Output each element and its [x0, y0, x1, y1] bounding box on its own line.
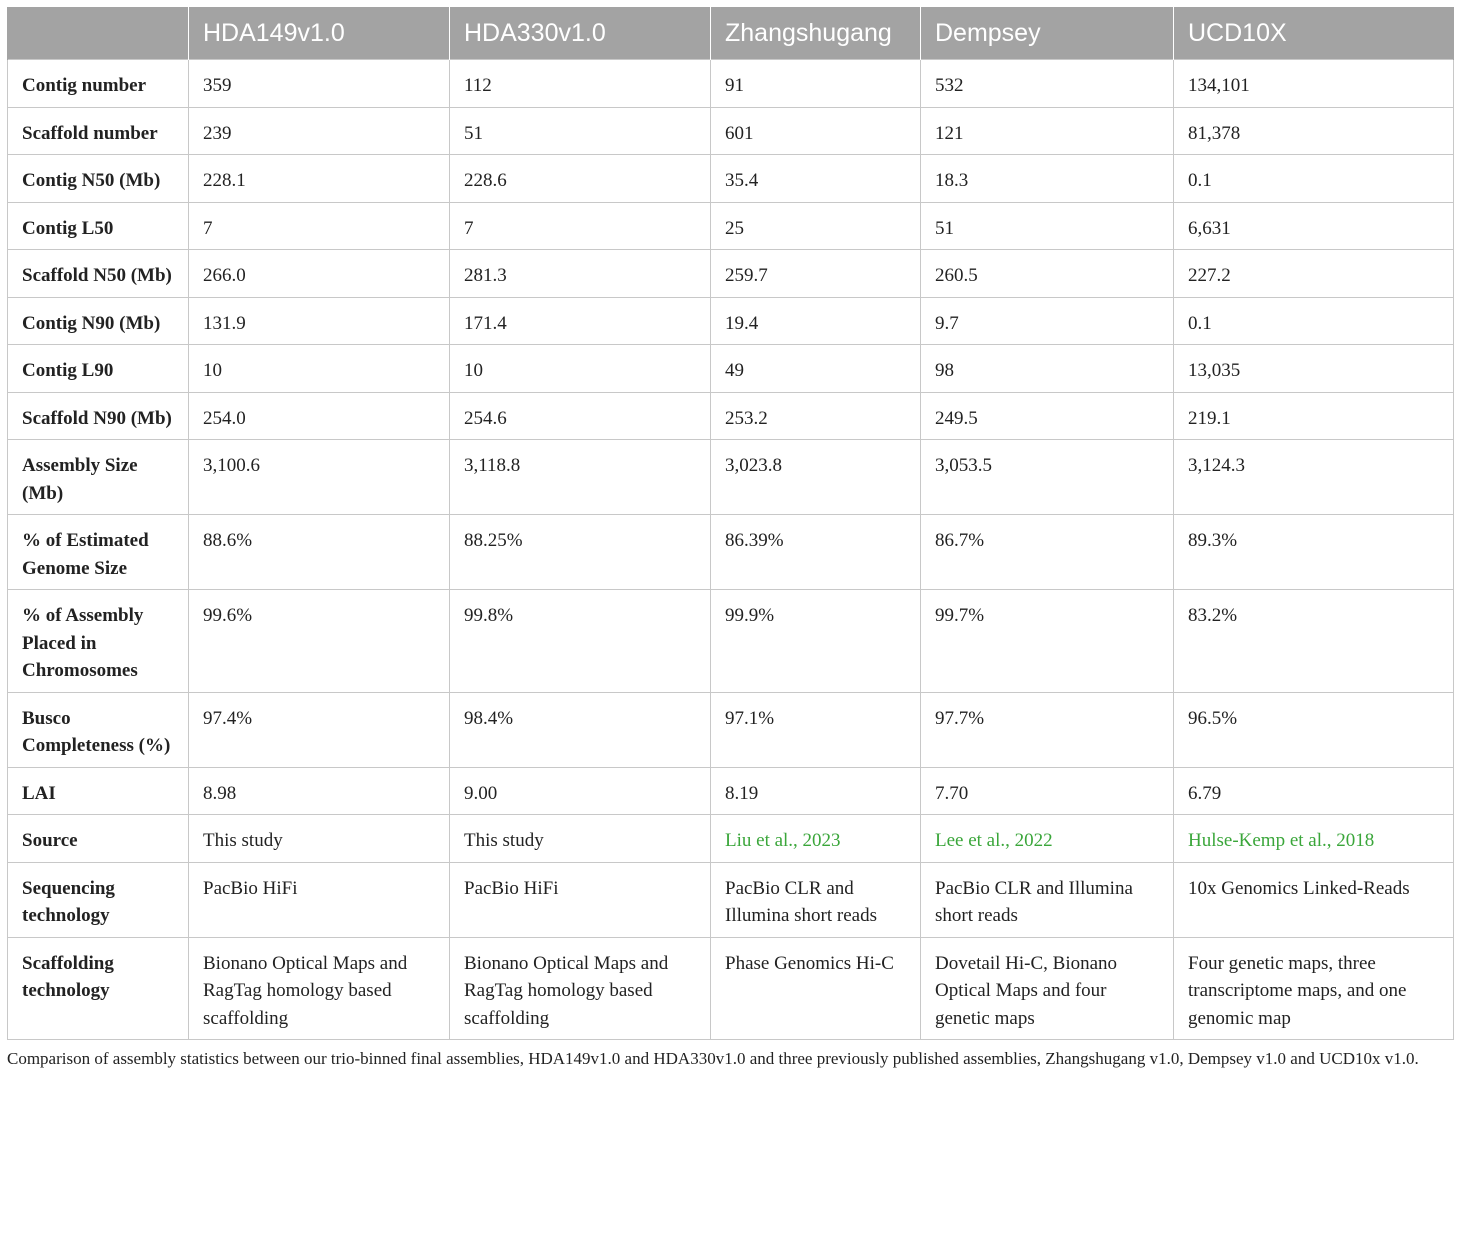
- table-cell: 88.6%: [189, 515, 450, 590]
- table-cell: 239: [189, 107, 450, 155]
- assembly-statistics-table: [7, 7, 1454, 1040]
- table-cell: 8.98: [189, 767, 450, 815]
- table-row: [8, 590, 1454, 693]
- table-cell: Dovetail Hi-C, Bionano Optical Maps and four genetic maps: [921, 937, 1174, 1040]
- table-row: [8, 155, 1454, 203]
- table-cell: PacBio HiFi: [450, 862, 711, 937]
- row-label: LAI: [8, 767, 189, 815]
- table-cell: PacBio HiFi: [189, 862, 450, 937]
- table-row: [8, 515, 1454, 590]
- table-cell: This study: [189, 815, 450, 863]
- table-cell: 249.5: [921, 392, 1174, 440]
- header-cell-ucd10x: UCD10X: [1174, 7, 1454, 60]
- table-cell: 18.3: [921, 155, 1174, 203]
- table-cell: 99.9%: [711, 590, 921, 693]
- table-cell: 131.9: [189, 297, 450, 345]
- table-row: [8, 815, 1454, 863]
- table-cell: 7: [189, 202, 450, 250]
- table-cell: 35.4: [711, 155, 921, 203]
- table-cell: 3,023.8: [711, 440, 921, 515]
- table-row: [8, 345, 1454, 393]
- table-cell: 86.7%: [921, 515, 1174, 590]
- table-cell: 266.0: [189, 250, 450, 298]
- table-cell: 89.3%: [1174, 515, 1454, 590]
- row-label: Scaffold N90 (Mb): [8, 392, 189, 440]
- table-cell: 8.19: [711, 767, 921, 815]
- table-cell: This study: [450, 815, 711, 863]
- table-cell: 3,100.6: [189, 440, 450, 515]
- table-row: [8, 862, 1454, 937]
- table-cell: 359: [189, 60, 450, 108]
- header-row: [8, 7, 1454, 60]
- table-cell: 260.5: [921, 250, 1174, 298]
- row-label: Source: [8, 815, 189, 863]
- table-cell: 0.1: [1174, 155, 1454, 203]
- table-cell: 98.4%: [450, 692, 711, 767]
- header-cell-hda149: HDA149v1.0: [189, 7, 450, 60]
- table-cell: Phase Genomics Hi-C: [711, 937, 921, 1040]
- table-cell: 254.0: [189, 392, 450, 440]
- table-cell: 81,378: [1174, 107, 1454, 155]
- table-cell: 9.7: [921, 297, 1174, 345]
- table-cell: 99.6%: [189, 590, 450, 693]
- table-cell: 0.1: [1174, 297, 1454, 345]
- row-label: Busco Completeness (%): [8, 692, 189, 767]
- table-cell: 49: [711, 345, 921, 393]
- row-label: Contig L50: [8, 202, 189, 250]
- table-figure: [7, 7, 1453, 1072]
- table-row: [8, 692, 1454, 767]
- table-cell: 3,053.5: [921, 440, 1174, 515]
- table-cell: Bionano Optical Maps and RagTag homology based scaffolding: [189, 937, 450, 1040]
- table-cell: 3,124.3: [1174, 440, 1454, 515]
- table-cell: 96.5%: [1174, 692, 1454, 767]
- table-cell: 7: [450, 202, 711, 250]
- row-label: Sequencing technology: [8, 862, 189, 937]
- table-cell: 98: [921, 345, 1174, 393]
- table-cell: 51: [921, 202, 1174, 250]
- table-row: [8, 767, 1454, 815]
- citation-link-liu-2023[interactable]: Liu et al., 2023: [711, 815, 921, 863]
- row-label: Contig N50 (Mb): [8, 155, 189, 203]
- table-cell: 121: [921, 107, 1174, 155]
- table-cell: 219.1: [1174, 392, 1454, 440]
- table-row: [8, 60, 1454, 108]
- table-cell: 228.6: [450, 155, 711, 203]
- table-cell: 6,631: [1174, 202, 1454, 250]
- table-cell: 97.4%: [189, 692, 450, 767]
- row-label: Contig number: [8, 60, 189, 108]
- table-cell: 9.00: [450, 767, 711, 815]
- row-label: Contig L90: [8, 345, 189, 393]
- table-row: [8, 297, 1454, 345]
- row-label: Scaffolding technology: [8, 937, 189, 1040]
- table-cell: 171.4: [450, 297, 711, 345]
- header-cell-corner: [8, 7, 189, 60]
- table-cell: 228.1: [189, 155, 450, 203]
- table-cell: 13,035: [1174, 345, 1454, 393]
- table-cell: 51: [450, 107, 711, 155]
- table-row: [8, 937, 1454, 1040]
- table-cell: 88.25%: [450, 515, 711, 590]
- row-label: % of Assembly Placed in Chromosomes: [8, 590, 189, 693]
- table-cell: 227.2: [1174, 250, 1454, 298]
- table-cell: 3,118.8: [450, 440, 711, 515]
- table-cell: PacBio CLR and Illumina short reads: [921, 862, 1174, 937]
- table-cell: 83.2%: [1174, 590, 1454, 693]
- table-row: [8, 202, 1454, 250]
- table-row: [8, 440, 1454, 515]
- table-cell: 254.6: [450, 392, 711, 440]
- row-label: Scaffold N50 (Mb): [8, 250, 189, 298]
- row-label: Assembly Size (Mb): [8, 440, 189, 515]
- header-cell-hda330: HDA330v1.0: [450, 7, 711, 60]
- row-label: % of Estimated Genome Size: [8, 515, 189, 590]
- table-cell: 99.8%: [450, 590, 711, 693]
- table-cell: 7.70: [921, 767, 1174, 815]
- header-cell-zhangshugang: Zhangshugang: [711, 7, 921, 60]
- table-cell: 134,101: [1174, 60, 1454, 108]
- row-label: Contig N90 (Mb): [8, 297, 189, 345]
- table-cell: PacBio CLR and Illumina short reads: [711, 862, 921, 937]
- table-row: [8, 107, 1454, 155]
- table-cell: 25: [711, 202, 921, 250]
- table-cell: 112: [450, 60, 711, 108]
- table-cell: 97.1%: [711, 692, 921, 767]
- table-cell: 281.3: [450, 250, 711, 298]
- citation-link-hulse-kemp-2018[interactable]: Hulse-Kemp et al., 2018: [1174, 815, 1454, 863]
- table-cell: Bionano Optical Maps and RagTag homology based scaffolding: [450, 937, 711, 1040]
- row-label: Scaffold number: [8, 107, 189, 155]
- table-cell: 10: [450, 345, 711, 393]
- table-cell: 10x Genomics Linked-Reads: [1174, 862, 1454, 937]
- table-caption: Comparison of assembly statistics between our trio-binned final assemblies, HDA149v1.0 and HDA330v1.0 and three previously published assemblies, Zhangshugang v1.0, Dempsey v1.0 and UCD10x v1.0.: [7, 1049, 1419, 1068]
- header-cell-dempsey: Dempsey: [921, 7, 1174, 60]
- table-cell: Four genetic maps, three transcriptome maps, and one genomic map: [1174, 937, 1454, 1040]
- table-cell: 97.7%: [921, 692, 1174, 767]
- table-cell: 532: [921, 60, 1174, 108]
- table-row: [8, 250, 1454, 298]
- table-cell: 99.7%: [921, 590, 1174, 693]
- table-cell: 253.2: [711, 392, 921, 440]
- table-cell: 601: [711, 107, 921, 155]
- table-cell: 6.79: [1174, 767, 1454, 815]
- table-cell: 10: [189, 345, 450, 393]
- table-cell: 19.4: [711, 297, 921, 345]
- table-cell: 86.39%: [711, 515, 921, 590]
- citation-link-lee-2022[interactable]: Lee et al., 2022: [921, 815, 1174, 863]
- table-cell: 259.7: [711, 250, 921, 298]
- table-row: [8, 392, 1454, 440]
- table-cell: 91: [711, 60, 921, 108]
